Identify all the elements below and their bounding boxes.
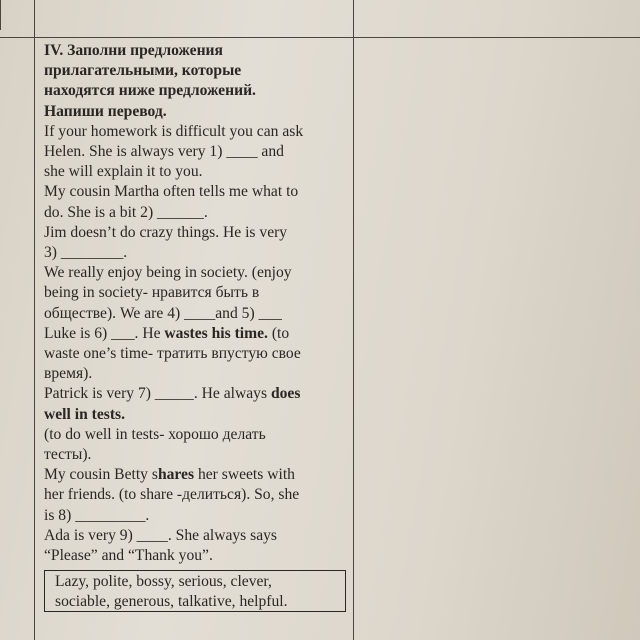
text-line: 3) ________. xyxy=(44,244,128,262)
text-fragment: her sweets with xyxy=(194,466,295,484)
bold-phrase: hares xyxy=(157,466,195,484)
exercise-text xyxy=(44,41,350,566)
text-line xyxy=(44,324,350,344)
text-line: время). xyxy=(44,365,93,383)
text-line: (to do well in tests- хорошо делать xyxy=(44,425,266,443)
text-line: waste one’s time- тратить впустую свое xyxy=(44,345,301,363)
table-border xyxy=(0,0,1,30)
bold-phrase: does xyxy=(270,385,301,403)
exercise-heading: находятся ниже предложений. xyxy=(44,82,256,100)
text-line: Jim doesn’t do crazy things. He is very xyxy=(44,223,288,241)
text-line: do. She is a bit 2) ______. xyxy=(44,203,208,221)
word-bank-box xyxy=(44,570,346,612)
text-line: тесты). xyxy=(44,446,92,464)
text-fragment: (to xyxy=(267,324,290,342)
text-line: If your homework is difficult you can ask xyxy=(44,122,304,140)
table-border xyxy=(353,0,354,640)
text-line: her friends. (to share -делиться). So, she xyxy=(44,486,300,504)
exercise-heading: IV. Заполни предложения xyxy=(44,42,223,59)
text-line: обществе). We are 4) ____and 5) ___ xyxy=(44,304,282,322)
text-fragment: My cousin Betty s xyxy=(44,466,158,484)
bold-phrase: wastes his time. xyxy=(164,324,268,342)
text-line: My cousin Martha often tells me what to xyxy=(44,183,299,201)
text-line: she will explain it to you. xyxy=(44,163,203,181)
text-fragment: Luke is 6) ___. He xyxy=(44,324,165,342)
exercise-heading: прилагательными, которые xyxy=(44,62,242,80)
text-fragment: Patrick is very 7) _____. He always xyxy=(44,385,271,403)
bold-phrase: well in tests. xyxy=(44,405,125,423)
exercise-instruction: Напиши перевод. xyxy=(44,102,167,120)
table-border xyxy=(34,0,35,640)
word-bank-line: Lazy, polite, bossy, serious, clever, xyxy=(55,573,272,590)
text-line xyxy=(44,384,350,404)
text-line: is 8) _________. xyxy=(44,506,150,524)
table-border xyxy=(0,37,640,38)
text-line: We really enjoy being in society. (enjoy xyxy=(44,264,292,282)
text-line: “Please” and “Thank you”. xyxy=(44,547,213,565)
text-line: Ada is very 9) ____. She always says xyxy=(44,526,278,544)
text-line xyxy=(44,465,350,485)
word-bank-line: sociable, generous, talkative, helpful. xyxy=(55,592,288,610)
text-line: being in society- нравится быть в xyxy=(44,284,260,302)
text-line: Helen. She is always very 1) ____ and xyxy=(44,143,284,161)
